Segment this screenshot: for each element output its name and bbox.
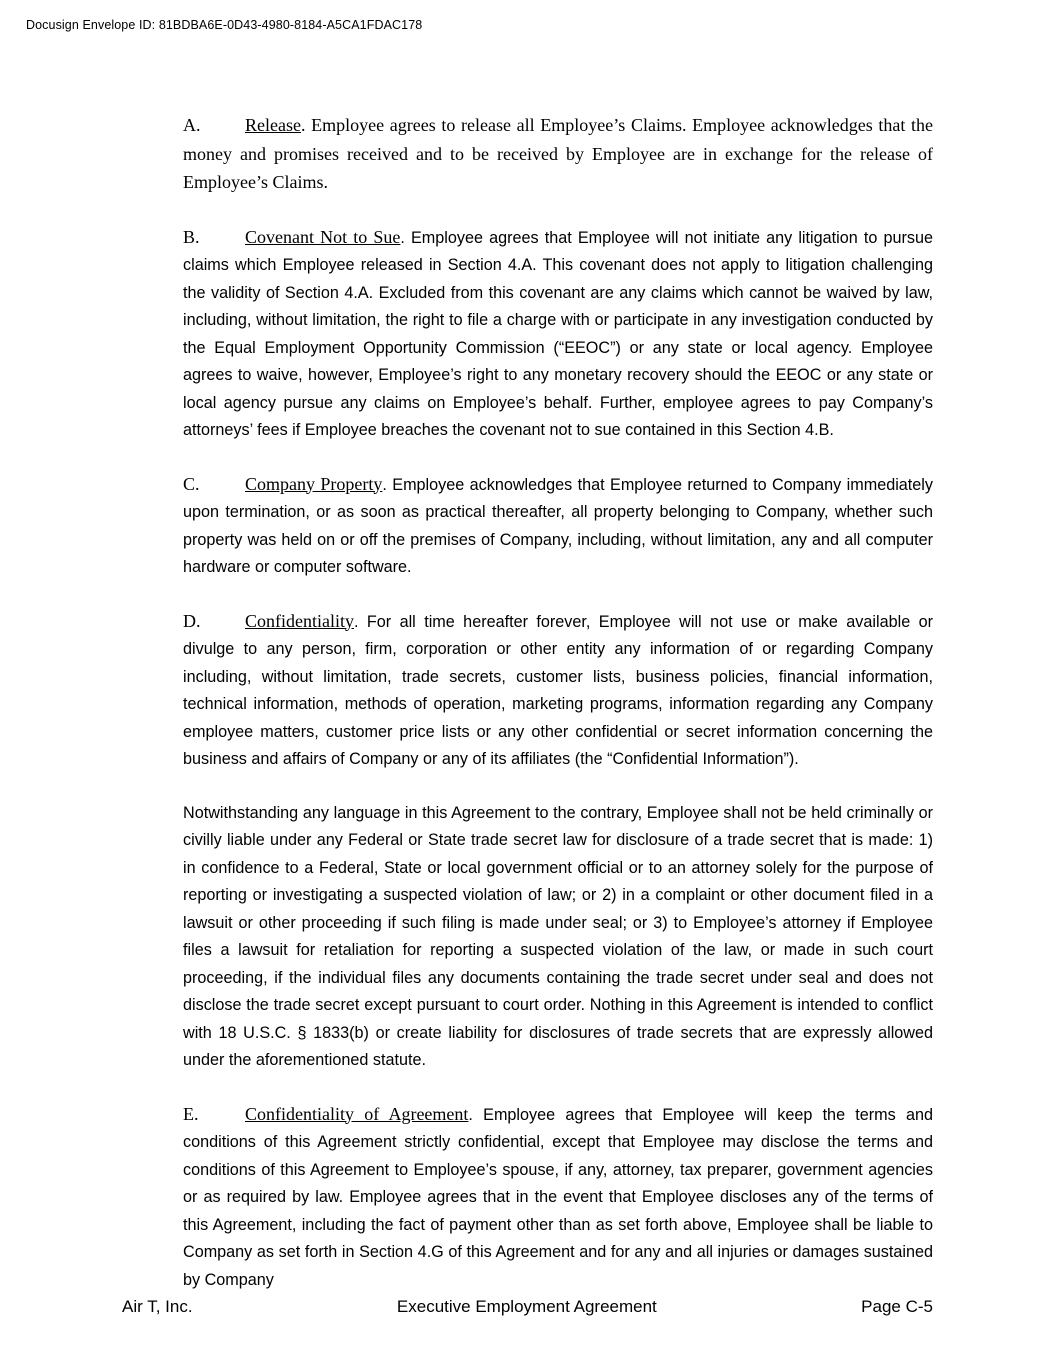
paragraph-b <box>183 224 933 445</box>
paragraph-marker-c: C. <box>183 473 200 494</box>
footer-company: Air T, Inc. <box>122 1297 193 1316</box>
paragraph-dtsa-notice <box>183 800 933 1075</box>
paragraph-label-b: Covenant Not to Sue <box>245 226 401 247</box>
paragraph-marker-b: B. <box>183 226 200 247</box>
docusign-envelope-id: Docusign Envelope ID: 81BDBA6E-0D43-4980-8184-A5CA1FDAC178 <box>26 18 423 32</box>
page-footer <box>122 1297 933 1317</box>
paragraph-text-c: . Employee acknowledges that Employee returned to Company immediately upon termination, or as soon as practical thereafter, all property belonging to Company, whether such property was held on or off the premises of Company, including, without limitation, any and all computer hardware or computer software. <box>183 475 933 576</box>
paragraph-text-dtsa: Notwithstanding any language in this Agreement to the contrary, Employee shall not be held criminally or civilly liable under any Federal or State trade secret law for disclosure of a trade secret that is made: 1) in confidence to a Federal, State or local government official or to an attorney solely for the purpose of reporting or investigating a suspected violation of law; or 2) in a complaint or other document filed in a lawsuit or other proceeding if such filing is made under seal; or 3) to Employee’s attorney if Employee files a lawsuit for retaliation for reporting a suspected violation of the law, or made in such court proceeding, if the individual files any documents containing the trade secret under seal and does not disclose the trade secret except pursuant to court order. Nothing in this Agreement is intended to conflict with 18 U.S.C. § 1833(b) or create liability for disclosures of trade secrets that are expressly allowed under the aforementioned statute. <box>183 803 933 1069</box>
paragraph-a <box>183 112 933 198</box>
paragraph-text-e: . Employee agrees that Employee will keep the terms and conditions of this Agreement strictly confidential, except that Employee may disclose the terms and conditions of this Agreement to Employee’s spouse, if any, attorney, tax preparer, government agencies or as required by law. Employee agrees that in the event that Employee discloses any of the terms of this Agreement, including the fact of payment other than as set forth above, Employee shall be liable to Company as set forth in Section 4.G of this Agreement and for any and all injuries or damages sustained by Company <box>183 1105 934 1289</box>
paragraph-label-e: Confidentiality of Agreement <box>245 1103 469 1124</box>
document-body <box>183 112 933 1294</box>
footer-page-number: Page C-5 <box>861 1297 933 1316</box>
paragraph-text-a: . Employee agrees to release all Employee’s Claims. Employee acknowledges that the money and promises received and to be received by Employee are in exchange for the release of Employee’s Claims. <box>183 115 933 192</box>
paragraph-d <box>183 608 933 774</box>
paragraph-text-d: . For all time hereafter forever, Employee will not use or make available or divulge to any person, firm, corporation or other entity any information of or regarding Company including, without limitation, trade secrets, customer lists, business policies, financial information, technical information, methods of operation, marketing programs, information regarding any Company employee matters, customer price lists or any other confidential or secret information concerning the business and affairs of Company or any of its affiliates (the “Confidential Information”). <box>183 612 933 768</box>
paragraph-marker-d: D. <box>183 610 201 631</box>
paragraph-marker-a: A. <box>183 115 201 135</box>
paragraph-e <box>183 1101 933 1295</box>
paragraph-marker-e: E. <box>183 1103 199 1124</box>
paragraph-label-a: Release <box>245 115 301 135</box>
footer-document-title: Executive Employment Agreement <box>396 1297 657 1316</box>
paragraph-label-c: Company Property <box>245 473 383 494</box>
paragraph-c <box>183 471 933 582</box>
paragraph-label-d: Confidentiality <box>245 610 354 631</box>
paragraph-text-b: . Employee agrees that Employee will not initiate any litigation to pursue claims which Employee released in Section 4.A. This covenant does not apply to litigation challenging the validity of Section 4.A. Excluded from this covenant are any claims which cannot be waived by law, including, without limitation, the right to file a charge with or participate in any investigation conducted by the Equal Employment Opportunity Commission (“EEOC”) or any state or local agency. Employee agrees to waive, however, Employee’s right to any monetary recovery should the EEOC or any state or local agency pursue any claims on Employee’s behalf. Further, employee agrees to pay Company’s attorneys’ fees if Employee breaches the covenant not to sue contained in this Section 4.B. <box>183 228 933 439</box>
